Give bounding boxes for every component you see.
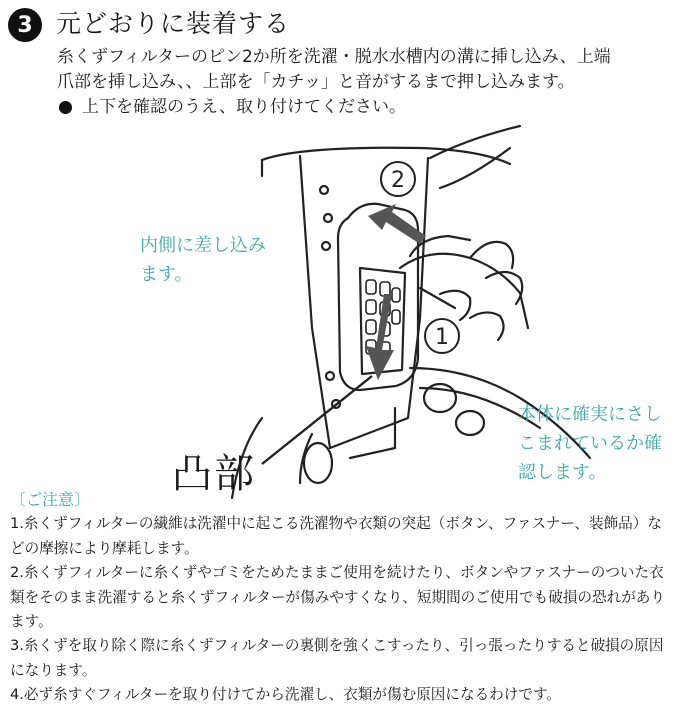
wall-hole — [320, 186, 328, 194]
bullet-icon — [59, 101, 72, 114]
callout-verify-insertion: 本体に確実にさしこまれているか確認します。 — [518, 404, 662, 483]
caution-heading: 〔ご注意〕 — [10, 490, 91, 509]
instruction-bullet-line — [57, 95, 672, 120]
step-number-badge: 3 — [8, 8, 42, 42]
convex-part-label: 凸部 — [172, 451, 256, 497]
callout-insert-inside: 内側に差し込みます。 — [140, 235, 266, 285]
caution-item-3: 3.糸くずを取り除く際に糸くずフィルターの裏側を強くこすったり、引っ張ったりすると破損の原因になります。 — [10, 637, 664, 679]
tub-wall-panel — [300, 156, 428, 448]
step-title: 元どおりに装着する — [56, 9, 291, 38]
instructions — [57, 45, 672, 120]
caution-item-2: 2.糸くずフィルターに糸くずやゴミをためたままご使用を続けたり、ボタンやファスナーのついた衣類をそのまま洗濯すると糸くずフィルターが傷みやすくなり、短期間のご使用でも破損の恐れがあります。 — [10, 564, 665, 631]
caution-notes — [10, 488, 675, 708]
caution-item-1: 1.糸くずフィルターの繊維は洗濯中に起こる洗濯物や衣類の突起（ボタン、ファスナー、装飾品）などの摩擦により摩耗します。 — [10, 515, 662, 557]
caution-item-4: 4.必ず糸すぐフィルターを取り付けてから洗濯し、衣類が傷む原因になるわけです。 — [10, 686, 561, 704]
instruction-line-2: 爪部を挿し込み、、上部を「カチッ」と音がするまで押し込みます。 — [57, 72, 575, 92]
instruction-bullet-text: 上下を確認のうえ、取り付けてください。 — [82, 97, 407, 117]
instruction-line-1: 糸くずフィルターのピン2か所を洗濯・脱水水槽内の溝に挿し込み、上端 — [57, 47, 611, 67]
marker-1: 1 — [435, 325, 449, 350]
marker-2: 2 — [391, 168, 405, 193]
convex-leader-line — [262, 376, 372, 464]
